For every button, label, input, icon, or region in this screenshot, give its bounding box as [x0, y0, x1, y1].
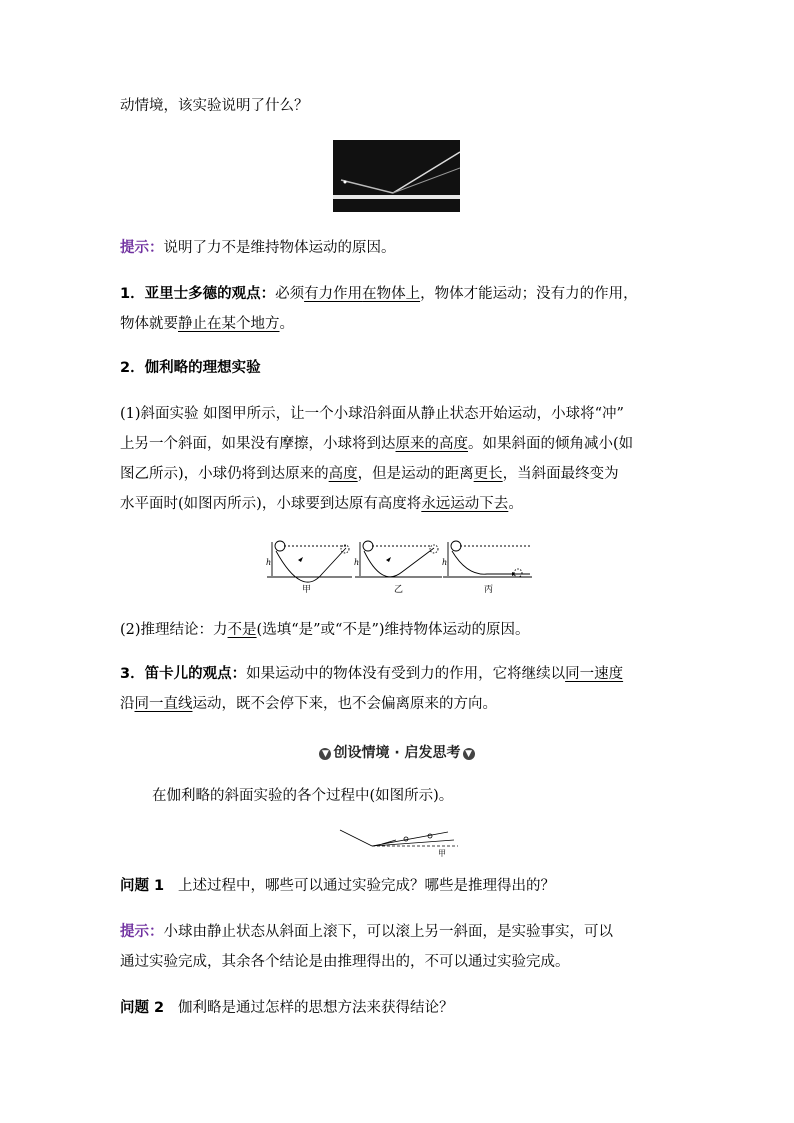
paragraph-aristotle: 1．亚里士多德的观点：必须有力作用在物体上，物体才能运动；没有力的作用，: [120, 286, 638, 302]
hint-line: 提示：小球由静止状态从斜面上滚下，可以滚上另一斜面，是实验事实，可以: [120, 924, 613, 940]
question-label: 问题 1: [120, 878, 165, 894]
paragraph-descartes: 3．笛卡儿的观点：如果运动中的物体没有受到力的作用，它将继续以同一速度: [120, 666, 624, 682]
chevron-down-icon: ▼: [319, 748, 331, 760]
text-line: 动情境，该实验说明了什么？: [120, 98, 309, 114]
text-line: 上另一个斜面，如果没有摩擦，小球将到达原来的高度。如果斜面的倾角减小(如: [120, 436, 634, 452]
fig-label: 甲: [438, 849, 446, 858]
text-line: 在伽利略的斜面实验的各个过程中(如图所示)。: [152, 788, 454, 804]
question-line: 问题 1 上述过程中，哪些可以通过实验完成？哪些是推理得出的？: [120, 878, 555, 894]
question-label: 问题 2: [120, 1000, 165, 1016]
fig-h-label: h: [354, 558, 360, 567]
text-line: 沿同一直线运动，既不会停下来，也不会偏离原来的方向。: [120, 696, 497, 712]
chevron-down-icon: ▼: [463, 748, 475, 760]
fig-label-yi: 乙: [394, 585, 404, 595]
text-line: 物体就要静止在某个地方。: [120, 316, 294, 332]
fig-label-jia: 甲: [302, 585, 312, 595]
hint-label: 提示：: [120, 924, 164, 940]
experiment-photo: [333, 140, 460, 212]
hint-line: 提示：说明了力不是维持物体运动的原因。: [120, 240, 396, 256]
fig-h-label: h: [442, 558, 448, 567]
text-line: 通过实验完成，其余各个结论是由推理得出的，不可以通过实验完成。: [120, 954, 570, 970]
fig-h-label: h: [266, 558, 272, 567]
inclined-plane-figure: [338, 826, 462, 858]
text-line: (1)斜面实验 如图甲所示，让一个小球沿斜面从静止状态开始运动，小球将“冲”: [120, 406, 624, 422]
section-banner: ▼ 创设情境 · 启发思考 ▼: [0, 742, 794, 762]
text-line: 水平面时(如图丙所示)，小球要到达原有高度将永远运动下去。: [120, 496, 523, 512]
hint-label: 提示：: [120, 240, 164, 256]
question-line: 问题 2 伽利略是通过怎样的思想方法来获得结论？: [120, 1000, 454, 1016]
section-title: 2．伽利略的理想实验: [120, 360, 261, 376]
fig-label-bing: 丙: [484, 585, 494, 595]
text-line: (2)推理结论：力不是(选填“是”或“不是”)维持物体运动的原因。: [120, 622, 530, 638]
ramp-diagrams: [262, 538, 534, 596]
text-line: 图乙所示)，小球仍将到达原来的高度，但是运动的距离更长，当斜面最终变为: [120, 466, 619, 482]
